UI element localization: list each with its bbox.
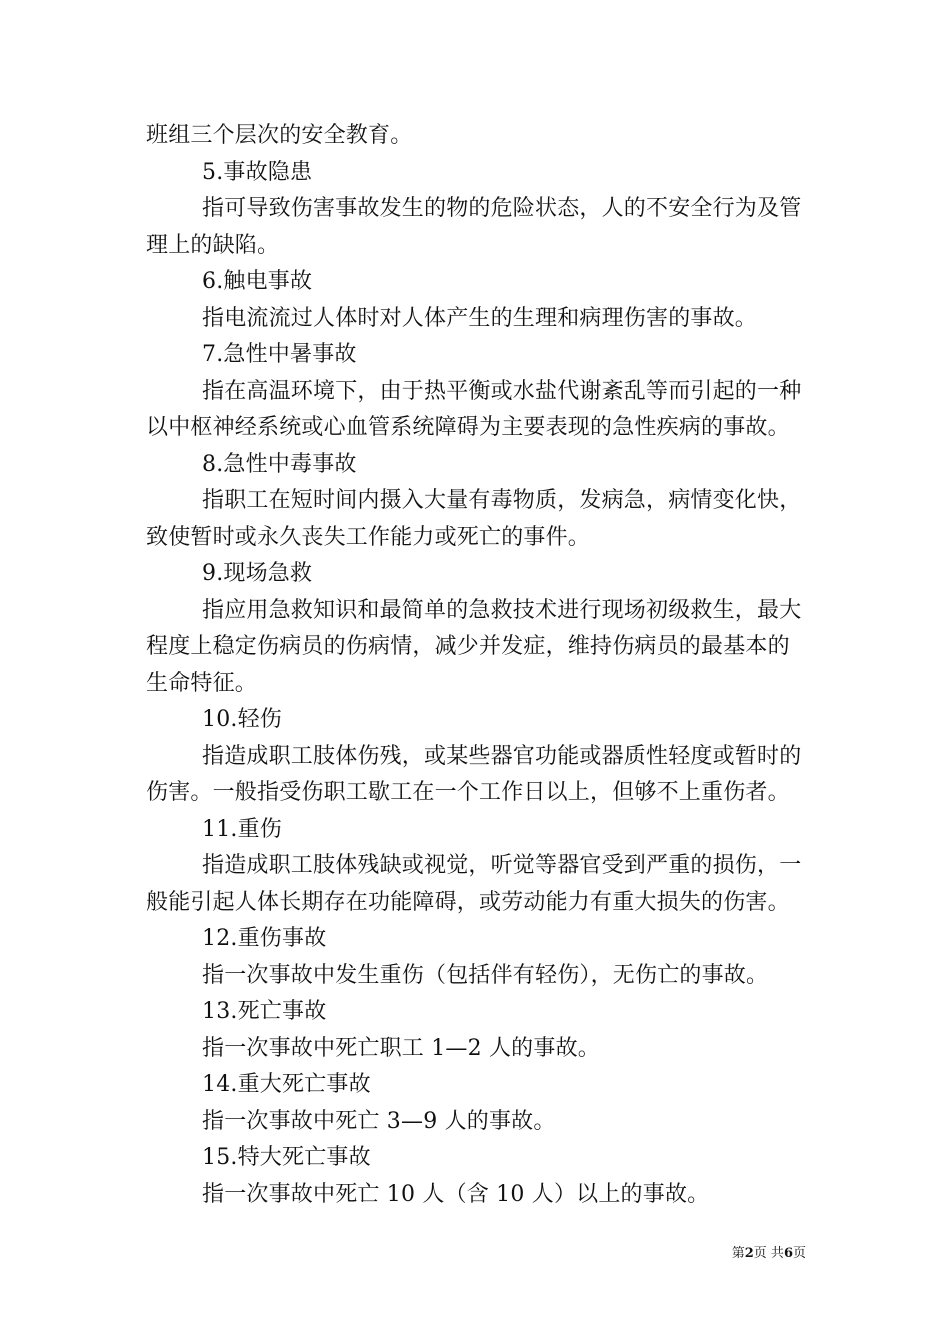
text-line: 9.现场急救	[202, 561, 313, 586]
text-line: 班组三个层次的安全教育。	[146, 123, 413, 148]
footer-prefix: 第	[731, 1246, 745, 1261]
page-footer	[732, 1245, 806, 1263]
text-line: 8.急性中毒事故	[202, 451, 357, 477]
footer-suffix: 页	[792, 1246, 806, 1261]
text-line: 致使暂时或永久丧失工作能力或死亡的事件。	[146, 524, 591, 550]
text-line: 指可导致伤害事故发生的物的危险状态，人的不安全行为及管	[202, 196, 802, 221]
text-line: 程度上稳定伤病员的伤病情，减少并发症，维持伤病员的最基本的	[146, 634, 790, 659]
text-line: 指在高温环境下，由于热平衡或水盐代谢紊乱等而引起的一种	[202, 378, 802, 404]
text-line: 指应用急救知识和最简单的急救技术进行现场初级救生，最大	[202, 597, 802, 623]
text-line: 11.重伤	[202, 816, 282, 842]
footer-total-pages: 6	[783, 1246, 793, 1261]
text-line: 指一次事故中死亡 10 人（含 10 人）以上的事故。	[202, 1181, 710, 1207]
text-line: 10.轻伤	[202, 707, 282, 732]
footer-page-number: 2	[744, 1246, 754, 1261]
text-line: 6.触电事故	[202, 269, 313, 294]
text-line: 指一次事故中发生重伤（包括伴有轻伤），无伤亡的事故。	[202, 962, 769, 988]
text-line: 理上的缺陷。	[146, 232, 280, 258]
text-line: 7.急性中暑事故	[202, 342, 357, 367]
text-line: 生命特征。	[146, 670, 258, 696]
text-line: 般能引起人体长期存在功能障碍，或劳动能力有重大损失的伤害。	[146, 889, 790, 915]
text-line: 12.重伤事故	[202, 926, 327, 951]
footer-middle: 页 共	[753, 1246, 784, 1261]
document-body	[146, 118, 806, 1213]
text-line: 以中枢神经系统或心血管系统障碍为主要表现的急性疾病的事故。	[146, 415, 790, 440]
text-line: 指电流流过人体时对人体产生的生理和病理伤害的事故。	[202, 305, 758, 331]
text-line: 指一次事故中死亡 3—9 人的事故。	[202, 1108, 556, 1134]
text-line: 指一次事故中死亡职工 1—2 人的事故。	[202, 1035, 600, 1061]
text-line: 指职工在短时间内摄入大量有毒物质，发病急，病情变化快，	[202, 488, 802, 513]
text-line: 指造成职工肢体伤残，或某些器官功能或器质性轻度或暂时的	[202, 743, 802, 769]
text-line: 指造成职工肢体残缺或视觉，听觉等器官受到严重的损伤，一	[202, 853, 802, 878]
text-line: 5.事故隐患	[202, 159, 313, 185]
text-line: 伤害。一般指受伤职工歇工在一个工作日以上，但够不上重伤者。	[146, 780, 790, 805]
text-line: 15.特大死亡事故	[202, 1145, 371, 1170]
text-line: 14.重大死亡事故	[202, 1072, 371, 1097]
text-line: 13.死亡事故	[202, 999, 327, 1024]
